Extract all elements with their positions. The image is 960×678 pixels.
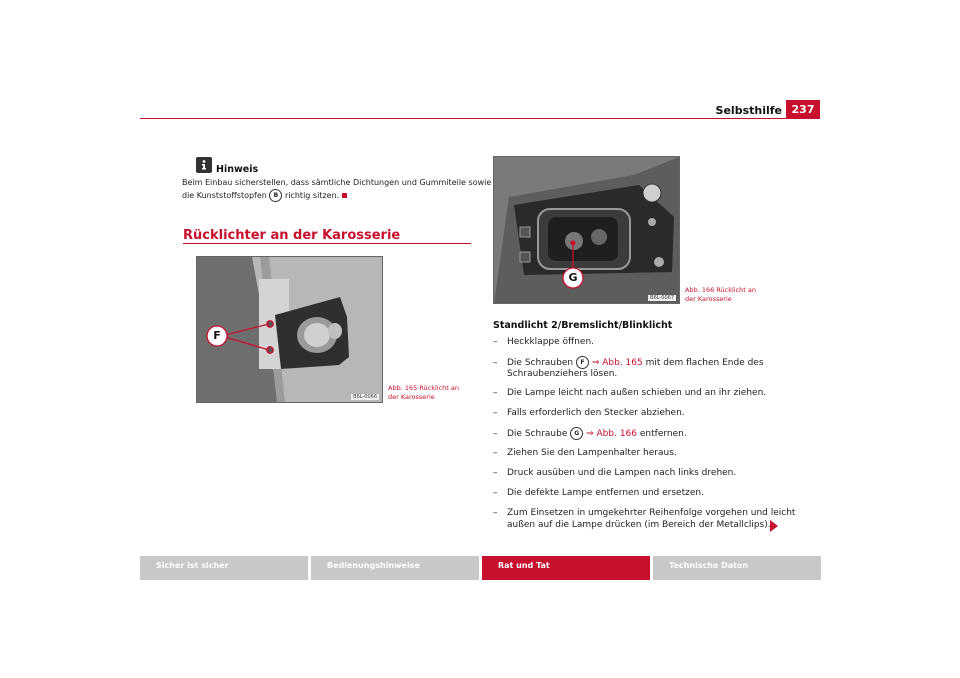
footer-tab-label: Bedienungshinweise: [327, 561, 420, 570]
step-text: Ziehen Sie den Lampenhalter heraus.: [507, 448, 677, 458]
step-text: entfernen.: [639, 429, 687, 439]
instruction-step: [493, 336, 594, 348]
note-text-line: Beim Einbau sicherstellen, dass sämtliche Dichtungen und Gummiteile sowie: [182, 178, 492, 187]
step-text: Heckklappe öffnen.: [507, 337, 595, 347]
footer-tab-label: Sicher ist sicher: [156, 561, 229, 570]
step-text: Die defekte Lampe entfernen und ersetzen.: [507, 488, 704, 498]
instruction-step: [493, 427, 687, 440]
footer-tab-label: Rat und Tat: [498, 561, 550, 570]
part-letter-badge: F: [576, 356, 589, 369]
figure-reference-link[interactable]: ⇒ Abb. 165: [591, 358, 643, 368]
step-text: Druck ausüben und die Lampen nach links drehen.: [507, 468, 737, 478]
figure-label-g: G: [568, 271, 578, 284]
instruction-heading: Standlicht 2/Bremslicht/Blinklicht: [493, 320, 673, 331]
figure-label-f: F: [213, 329, 221, 342]
part-letter-badge: G: [570, 427, 583, 440]
step-text: Die Lampe leicht nach außen schieben und an ihr ziehen.: [507, 388, 767, 398]
step-text: mit dem flachen Ende des: [645, 358, 764, 368]
figure-caption: der Karosserie: [388, 393, 435, 401]
footer-tab-sicher-ist-sicher[interactable]: [140, 556, 308, 580]
section-heading: Rücklichter an der Karosserie: [183, 228, 401, 243]
instruction-step: [493, 507, 795, 519]
step-dash: –: [493, 388, 498, 398]
instruction-step: [493, 407, 685, 419]
figure-caption: Abb. 166 Rücklicht an: [685, 286, 757, 294]
continue-next-page-arrow-icon: [770, 520, 778, 532]
figure-caption: Abb. 165 Rücklicht an: [388, 384, 460, 392]
step-text: Zum Einsetzen in umgekehrter Reihenfolge vorgehen und leicht: [507, 508, 796, 518]
footer-tab-rat-und-tat-active[interactable]: [482, 556, 650, 580]
instruction-step: [493, 447, 677, 459]
figure-reference-link[interactable]: ⇒ Abb. 166: [586, 429, 638, 439]
running-header-title: Selbsthilfe: [715, 104, 782, 117]
step-continuation: außen auf die Lampe drücken (im Bereich der Metallclips).: [507, 520, 771, 530]
end-of-section-mark: [342, 193, 347, 198]
footer-tab-label: Technische Daten: [669, 561, 749, 570]
instruction-step: [493, 467, 736, 479]
step-dash: –: [493, 429, 498, 439]
instruction-step: [493, 487, 704, 499]
header-divider: [140, 118, 820, 119]
figure-caption: der Karosserie: [685, 295, 732, 303]
footer-tab-bedienungshinweise[interactable]: [311, 556, 479, 580]
note-text: die Kunststoffstopfen: [182, 191, 267, 200]
step-dash: –: [493, 448, 498, 458]
part-letter-badge: B: [269, 189, 282, 202]
step-dash: –: [493, 358, 498, 368]
step-continuation: Schraubenziehers lösen.: [507, 369, 618, 379]
step-dash: –: [493, 468, 498, 478]
figure-165-taillight-photo: [196, 256, 383, 403]
figure-code: B6L-0067: [650, 295, 674, 301]
note-text-line: [182, 189, 347, 202]
step-text: Falls erforderlich den Stecker abziehen.: [507, 408, 685, 418]
page-number-badge: 237: [786, 100, 820, 118]
note-text: richtig sitzen.: [284, 191, 340, 200]
step-dash: –: [493, 408, 498, 418]
step-dash: –: [493, 488, 498, 498]
info-note-icon: [196, 157, 212, 173]
figure-code: B6L-0066: [353, 394, 377, 400]
instruction-step: [493, 387, 766, 399]
section-divider: [183, 243, 471, 244]
step-dash: –: [493, 508, 498, 518]
figure-166-taillight-photo: [493, 156, 680, 304]
footer-tab-technische-daten[interactable]: [653, 556, 821, 580]
step-dash: –: [493, 337, 498, 347]
note-title: Hinweis: [216, 164, 259, 175]
step-text: Die Schrauben: [507, 358, 574, 368]
step-text: Die Schraube: [507, 429, 568, 439]
